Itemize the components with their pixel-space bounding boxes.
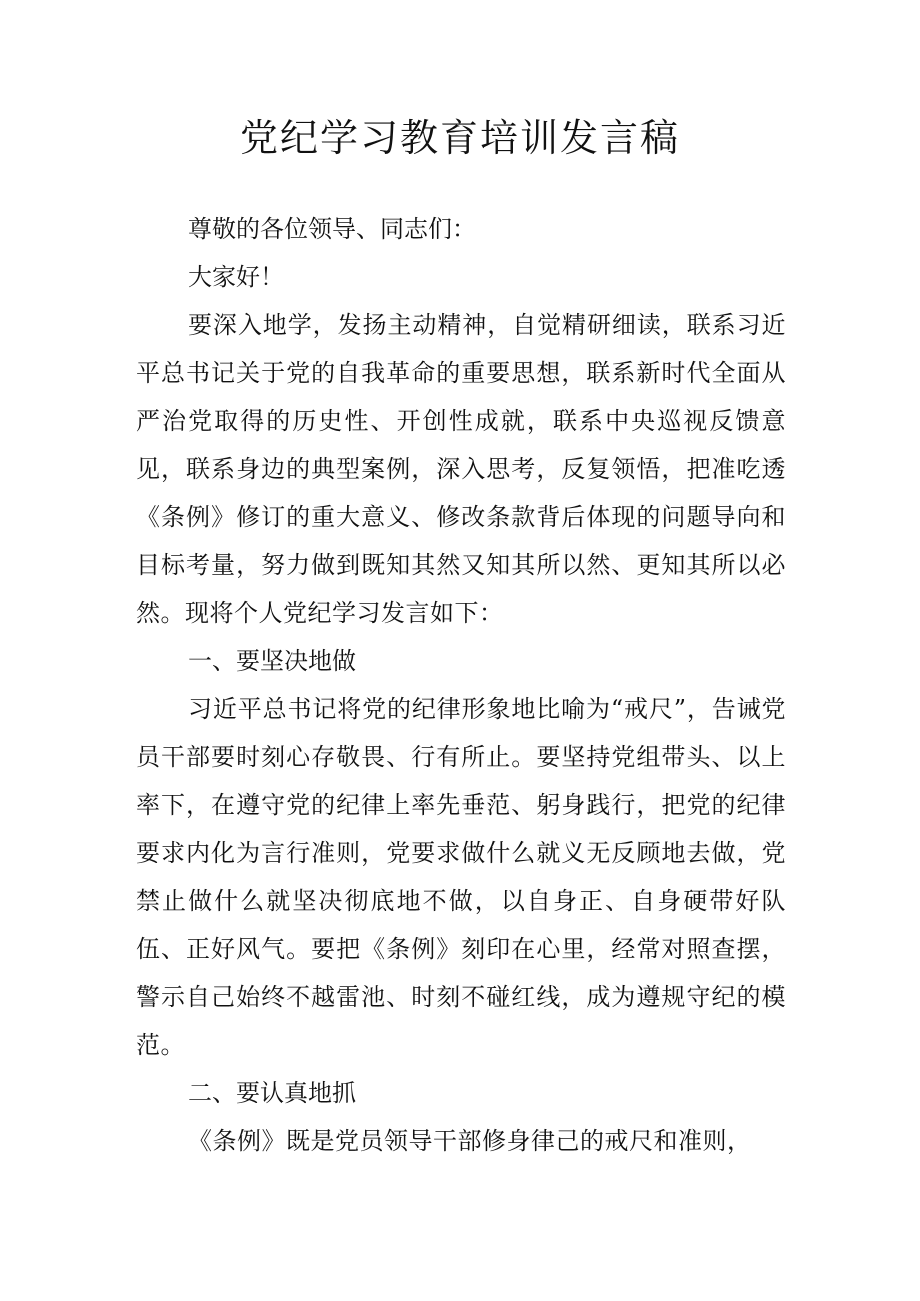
- greeting: 大家好！: [188, 263, 284, 291]
- intro-paragraph: 要深入地学，发扬主动精神，自觉精研细读，联系习近平总书记关于党的自我革命的重要思想，联系新时代全面从严治党取得的历史性、开创性成就，联系中央巡视反馈意见，联系身边的典型案例，深入思考，反复领悟，把准吃透《条例》修订的重大意义、修改条款背后体现的问题导向和目标考量，努力做到既知其然又知其所以然、更知其所以必然。现将个人党纪学习发言如下：: [136, 311, 786, 627]
- section-1-paragraph: 习近平总书记将党的纪律形象地比喻为“戒尺”，告诫党员干部要时刻心存敬畏、行有所止。要坚持党组带头、以上率下，在遵守党的纪律上率先垂范、躬身践行，把党的纪律要求内化为言行准则，党要求做什么就义无反顾地去做，党禁止做什么就坚决彻底地不做，以自身正、自身硬带好队伍、正好风气。要把《条例》刻印在心里，经常对照查摆，警示自己始终不越雷池、时刻不碰红线，成为遵规守纪的模范。: [136, 695, 786, 1059]
- document-title: 党纪学习教育培训发言稿: [239, 116, 680, 160]
- section-2-paragraph: 《条例》既是党员领导干部修身律己的戒尺和准则，: [188, 1127, 752, 1155]
- section-2-heading: 二、要认真地抓: [188, 1079, 356, 1107]
- salutation: 尊敬的各位领导、同志们：: [188, 215, 476, 243]
- section-1-heading: 一、要坚决地做: [188, 647, 356, 675]
- document-body: [136, 205, 786, 1165]
